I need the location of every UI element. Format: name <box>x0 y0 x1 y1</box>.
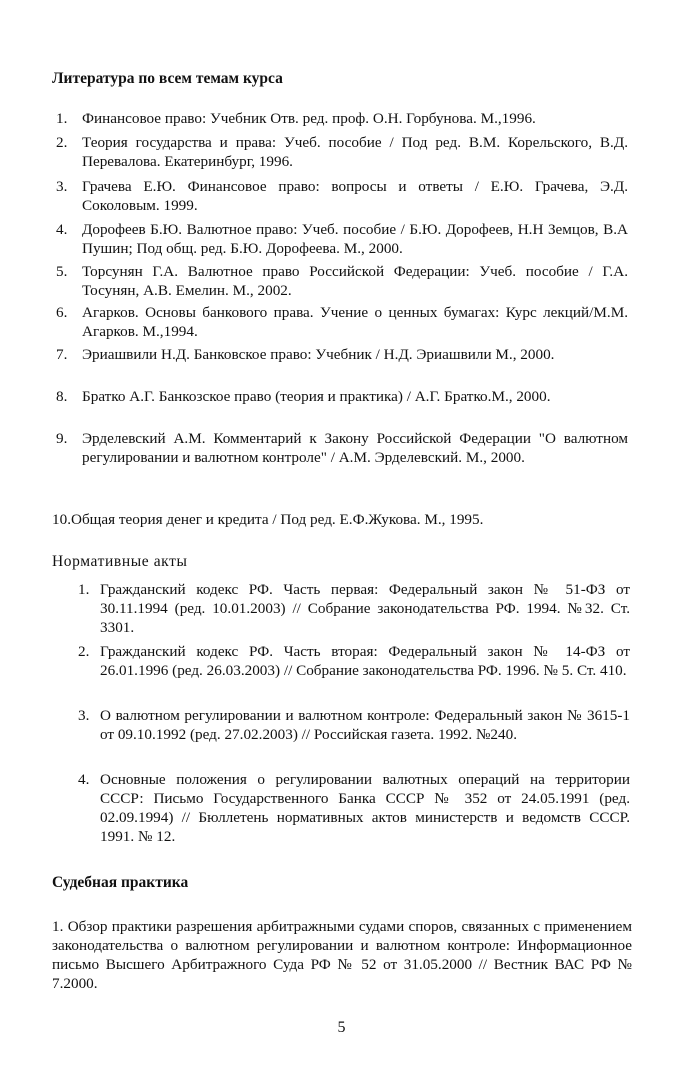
item-number: 1. <box>78 581 90 598</box>
item-text: Теория государства и права: Учеб. пособие / Под ред. В.М. Корельского, В.Д. Перевалова. Екатеринбург, 1996. <box>82 134 628 170</box>
item-text: Торсунян Г.А. Валютное право Российской Федерации: Учеб. пособие / Г.А. Тосунян, А.В. Емелин. М., 2002. <box>82 263 628 299</box>
item-number: 7. <box>56 346 68 363</box>
literature-item <box>52 510 624 529</box>
literature-item <box>56 109 628 128</box>
item-text: Братко А.Г. Банкозское право (теория и практика) / А.Г. Братко.М., 2000. <box>82 388 551 405</box>
item-number: 4. <box>56 221 68 238</box>
court-practice-item: 1. Обзор практики разрешения арбитражными судами споров, связанных с применением законодательства о валютном регулировании и валютном контроле: Информационное письмо Высшего Арбитражного Суда РФ № 52 от 31.05.2000 // Вестник ВАС РФ № 7.2000. <box>52 918 632 992</box>
court-practice-title: Судебная практика <box>52 874 189 891</box>
item-number: 2. <box>78 643 90 660</box>
item-text: Дорофеев Б.Ю. Валютное право: Учеб. пособие / Б.Ю. Дорофеев, Н.Н Земцов, В.А Пушин; Под общ. ред. Б.Ю. Дорофеева. М., 2000. <box>82 221 628 257</box>
literature-item <box>56 303 628 341</box>
item-number: 2. <box>56 134 68 151</box>
normative-item <box>78 642 630 680</box>
literature-item <box>56 262 628 300</box>
normative-title: Нормативные акты <box>52 553 188 570</box>
item-text: Грачева Е.Ю. Финансовое право: вопросы и ответы / Е.Ю. Грачева, Э.Д. Соколовым. 1999. <box>82 178 628 214</box>
item-number: 10. <box>52 511 71 528</box>
item-text: Основные положения о регулировании валютных операций на территории СССР: Письмо Государственного Банка СССР № 352 от 24.05.1991 (ред. 02.09.1994) // Бюллетень нормативных актов министерств и ведомств СССР. 1991. № 12. <box>100 771 630 845</box>
item-text: Финансовое право: Учебник Отв. ред. проф. О.Н. Горбунова. М.,1996. <box>82 110 536 127</box>
literature-item <box>56 133 628 171</box>
item-text: Гражданский кодекс РФ. Часть первая: Федеральный закон № 51-ФЗ от 30.11.1994 (ред. 10.01.2003) // Собрание законодательства РФ. 1994. №32. Ст. 3301. <box>100 581 630 636</box>
item-number: 4. <box>78 771 90 788</box>
literature-item <box>56 345 628 364</box>
item-text: Гражданский кодекс РФ. Часть вторая: Федеральный закон № 14-ФЗ от 26.01.1996 (ред. 26.03.2003) // Собрание законодательства РФ. 1996. № 5. Ст. 410. <box>100 643 630 679</box>
item-number: 8. <box>56 388 68 405</box>
item-number: 3. <box>78 707 90 724</box>
literature-item <box>56 429 628 467</box>
normative-item <box>78 770 630 846</box>
item-number: 1. <box>56 110 68 127</box>
item-number: 9. <box>56 430 68 447</box>
literature-title: Литература по всем темам курса <box>52 70 283 87</box>
item-number: 6. <box>56 304 68 321</box>
item-text: Эрделевский А.М. Комментарий к Закону Российской Федерации "О валютном регулировании и валютном контроле" / А.М. Эрделевский. М., 2000. <box>82 430 628 466</box>
literature-item <box>56 220 628 258</box>
normative-item <box>78 580 630 637</box>
item-number: 3. <box>56 178 68 195</box>
page-number: 5 <box>337 1019 346 1036</box>
item-number: 5. <box>56 263 68 280</box>
item-text: Эриашвили Н.Д. Банковское право: Учебник / Н.Д. Эриашвили М., 2000. <box>82 346 555 363</box>
item-text: О валютном регулировании и валютном контроле: Федеральный закон № 3615-1 от 09.10.1992 (ред. 27.02.2003) // Российская газета. 1992. №240. <box>100 707 630 743</box>
normative-item <box>78 706 630 744</box>
literature-item <box>56 177 628 215</box>
literature-item <box>56 387 628 406</box>
item-text: Общая теория денег и кредита / Под ред. Е.Ф.Жукова. М., 1995. <box>70 511 484 528</box>
item-text: Агарков. Основы банкового права. Учение о ценных бумагах: Курс лекций/М.М. Агарков. М.,1994. <box>82 304 628 340</box>
